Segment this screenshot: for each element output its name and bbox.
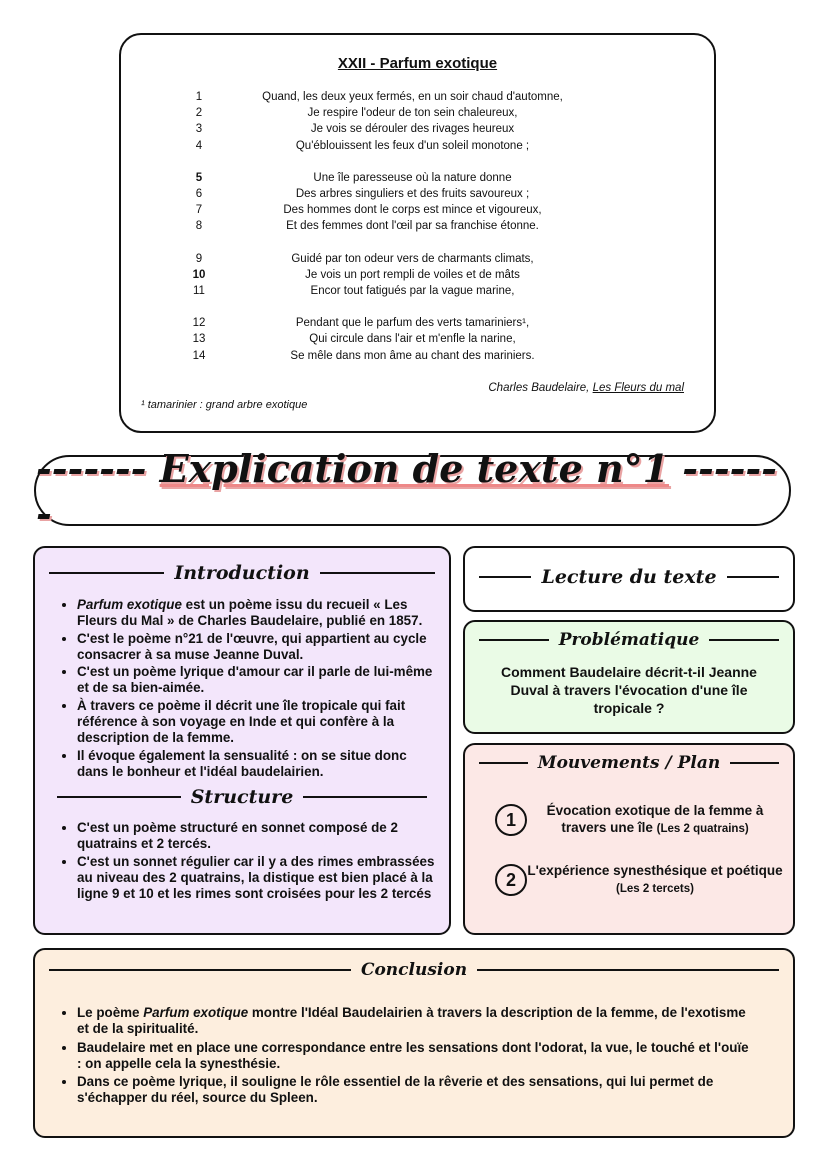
line-text: Qui circule dans l'air et m'enfle la narine, xyxy=(309,333,516,346)
banner-dashes-left: ------- xyxy=(36,445,147,491)
line-number: 9 xyxy=(195,252,203,265)
list-item xyxy=(77,664,435,697)
divider xyxy=(709,639,779,641)
plan-number: 1 xyxy=(495,804,527,836)
list-item xyxy=(77,1005,753,1038)
line-number: 1 xyxy=(195,91,203,103)
line-number: 6 xyxy=(195,188,203,200)
structure-heading: Structure xyxy=(190,786,294,808)
item-text: est un poème issu du recueil « Les Fleurs du Mal » de Charles Baudelaire, publié en 1857. xyxy=(77,597,423,629)
line-text: Je vois un port rempli de voiles et de mâts xyxy=(305,268,520,281)
line-text: Pendant que le parfum des verts tamariniers¹, xyxy=(295,317,530,330)
item-text: Dans ce poème lyrique, il souligne le rôle essentiel de la rêverie et des sensations, qui lui permet de s'échapper du réel, source du Spleen. xyxy=(77,1074,714,1106)
line-number: 7 xyxy=(195,204,203,217)
plan-card xyxy=(463,743,795,935)
divider xyxy=(49,572,164,574)
introduction-header xyxy=(49,562,435,584)
problematique-card xyxy=(463,620,795,734)
poem-line xyxy=(121,220,714,236)
line-text: Qu'éblouissent les feux d'un soleil monotone ; xyxy=(295,139,530,152)
emphasis: Parfum exotique xyxy=(77,597,182,612)
divider xyxy=(479,639,549,641)
plan-heading: Mouvements / Plan xyxy=(537,753,721,773)
item-text: montre l'Idéal Baudelairien à travers la description de la femme, de l'exotisme et de la spiritualité. xyxy=(77,1005,746,1037)
introduction-heading: Introduction xyxy=(174,562,310,584)
plan-number: 2 xyxy=(495,864,527,896)
line-text: Guidé par ton odeur vers de charmants climats, xyxy=(291,252,534,265)
plan-text-note: (Les 2 tercets) xyxy=(616,883,694,895)
plan-text-main: Évocation exotique de la femme à travers une île xyxy=(546,803,764,835)
poem-line xyxy=(121,350,714,366)
line-number: 5 xyxy=(195,171,203,184)
line-text: Encor tout fatigués par la vague marine, xyxy=(310,285,515,297)
item-text: Il évoque également la sensualité : on se situe donc dans le bonheur et l'idéal baudelairien. xyxy=(77,747,407,779)
book-title: Les Fleurs du mal xyxy=(592,382,684,394)
poem-line xyxy=(121,253,714,269)
poem-line xyxy=(121,333,714,349)
item-text: Baudelaire met en place une correspondance entre les sensations dont l'odorat, la vue, le touché et l'ouïe : on appelle cela la synesthésie. xyxy=(77,1039,749,1071)
title-banner xyxy=(34,445,791,536)
divider xyxy=(49,969,351,971)
structure-list xyxy=(35,820,435,903)
divider xyxy=(730,762,779,764)
problematique-question: Comment Baudelaire décrit-t-il Jeanne Duval à travers l'évocation d'une île tropicale ? xyxy=(501,664,757,716)
poem-line xyxy=(121,172,714,188)
introduction-card xyxy=(33,546,451,935)
line-text: Se mêle dans mon âme au chant des mariniers. xyxy=(290,349,535,362)
list-item xyxy=(77,1074,753,1107)
lecture-header xyxy=(479,566,779,588)
item-prefix: Le poème xyxy=(77,1005,144,1020)
line-text: Une île paresseuse où la nature donne xyxy=(313,171,512,184)
emphasis: Parfum exotique xyxy=(143,1005,249,1020)
line-text: Des arbres singuliers et des fruits savoureux ; xyxy=(295,188,530,200)
line-number: 14 xyxy=(192,349,206,362)
item-text: C'est un poème lyrique d'amour car il parle de lui-même et de sa bien-aimée. xyxy=(77,664,433,696)
poem-author xyxy=(488,382,684,394)
list-item xyxy=(77,748,435,781)
divider xyxy=(320,572,435,574)
introduction-list xyxy=(35,597,435,781)
line-number: 2 xyxy=(195,107,203,120)
line-number: 12 xyxy=(192,317,206,330)
problematique-header xyxy=(479,630,779,650)
list-item xyxy=(77,631,435,664)
item-text: C'est le poème n°21 de l'œuvre, qui appartient au cycle consacrer à sa muse Jeanne Duval. xyxy=(77,630,427,662)
divider xyxy=(303,796,427,798)
conclusion-list xyxy=(35,1005,753,1109)
structure-header xyxy=(57,786,427,808)
conclusion-heading: Conclusion xyxy=(360,960,468,980)
poem-line xyxy=(121,107,714,123)
line-text: Des hommes dont le corps est mince et vigoureux, xyxy=(283,204,542,217)
item-text: À travers ce poème il décrit une île tropicale qui fait référence à son voyage en Inde et qui confère à la description de la femme. xyxy=(77,697,406,746)
list-item xyxy=(77,597,435,630)
line-number: 10 xyxy=(192,268,206,281)
line-text: Et des femmes dont l'œil par sa franchise étonne. xyxy=(286,220,539,233)
poem-line xyxy=(121,188,714,204)
problematique-heading: Problématique xyxy=(558,630,700,650)
poem-line xyxy=(121,91,714,107)
line-text: Je respire l'odeur de ton sein chaleureux, xyxy=(307,107,518,120)
plan-header xyxy=(479,753,779,773)
plan-item xyxy=(495,802,783,838)
poem-line xyxy=(121,269,714,285)
poem-title: XXII - Parfum exotique xyxy=(337,55,498,72)
plan-text xyxy=(527,862,783,898)
poem-box xyxy=(119,33,716,433)
poem-line xyxy=(121,123,714,139)
lecture-heading: Lecture du texte xyxy=(541,566,717,588)
list-item: • C'est un sonnet régulier car il y a des rimes embrassées au niveau des 2 quatrains, la distique est bien placé à la ligne 9 et 10 et les rimes sont croisées pour les 2 tercés xyxy=(77,854,435,903)
divider xyxy=(479,762,528,764)
conclusion-header xyxy=(49,960,779,980)
divider xyxy=(727,576,779,578)
poem-line xyxy=(121,204,714,220)
divider xyxy=(57,796,181,798)
list-item xyxy=(77,1040,753,1073)
divider xyxy=(477,969,779,971)
poem-line xyxy=(121,140,714,156)
banner-dashes-right: ------- xyxy=(36,445,777,536)
line-text: Quand, les deux yeux fermés, en un soir chaud d'automne, xyxy=(262,91,563,103)
plan-text xyxy=(527,802,783,838)
divider xyxy=(479,576,531,578)
line-number: 13 xyxy=(192,333,206,346)
line-text: Je vois se dérouler des rivages heureux xyxy=(310,123,515,136)
author-name: Charles Baudelaire, xyxy=(488,382,590,394)
list-item xyxy=(77,698,435,747)
banner-text xyxy=(36,446,789,536)
plan-text-main: L'expérience synesthésique et poétique xyxy=(527,863,783,878)
line-number: 8 xyxy=(195,220,203,233)
lecture-card xyxy=(463,546,795,612)
poem-line xyxy=(121,317,714,333)
line-number: 11 xyxy=(193,285,205,297)
line-number: 4 xyxy=(195,139,203,152)
plan-text-note: (Les 2 quatrains) xyxy=(656,823,749,835)
line-number: 3 xyxy=(195,123,203,136)
poem-line xyxy=(121,285,714,301)
plan-item xyxy=(495,862,783,898)
banner-title: Explication de texte n°1 xyxy=(159,445,670,491)
list-item: • C'est un poème structuré en sonnet composé de 2 quatrains et 2 tercés. xyxy=(77,820,435,853)
footnote: ¹ tamarinier : grand arbre exotique xyxy=(141,399,308,411)
conclusion-card xyxy=(33,948,795,1138)
